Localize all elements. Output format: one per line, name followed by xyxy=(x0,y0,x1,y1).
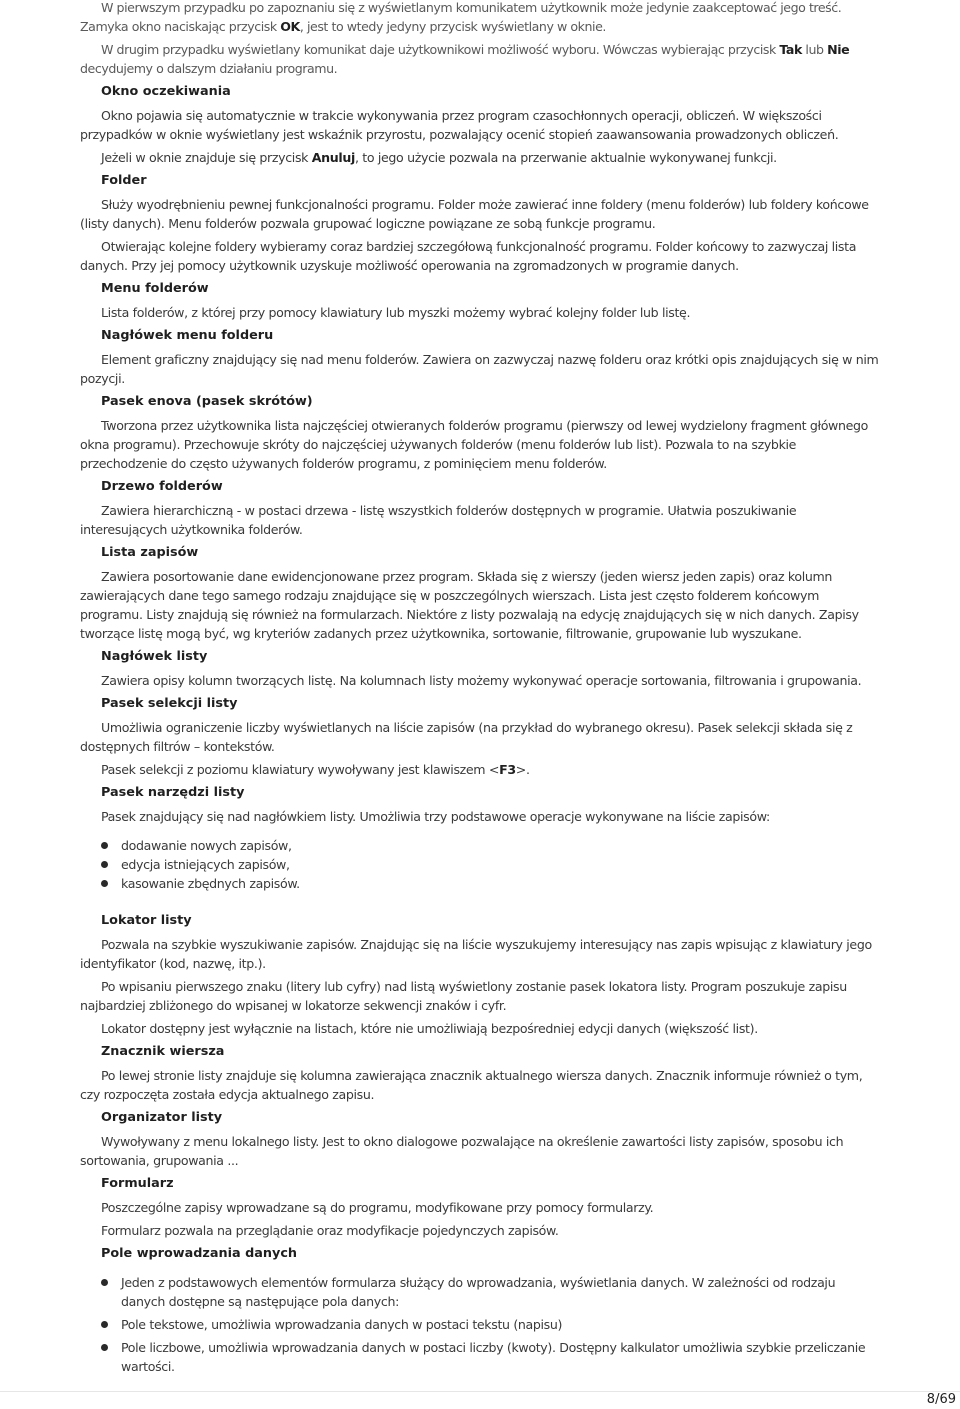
list-item: Pole tekstowe, umożliwia wprowadzania danych w postaci tekstu (napisu) xyxy=(80,1315,880,1334)
lista-zapisow-paragraph: Zawiera posortowanie dane ewidencjonowane przez program. Składa się z wierszy (jeden wiersz jeden zapis) oraz kolumn zawierających dane tego samego rodzaju znajdujące się w poszczególnych wierszach. Lista jest często folderem końcowym programu. Listy znajdują się również na formularzach. Niektóre z listy pozwalają na edycję znajdujących się w nich danych. Zapisy tworzące listę mogą być, wg kryteriów zadanych przez użytkownika, sortowanie, filtrowanie, grupowanie lub wyszukane. xyxy=(80,569,859,641)
ok-button-label: OK xyxy=(280,19,300,34)
intro-paragraph-2: W drugim przypadku wyświetlany komunikat daje użytkownikowi możliwość wyboru. Wówczas wybierając przycisk Tak lub Nie decydujemy o dalszym działaniu programu. xyxy=(80,42,850,76)
document-body xyxy=(80,0,880,1386)
bullet-icon xyxy=(101,1344,108,1351)
menu-folderow-paragraph: Lista folderów, z której przy pomocy klawiatury lub myszki możemy wybrać kolejny folder lub listę. xyxy=(101,305,691,320)
lokator-listy-paragraph-2: Po wpisaniu pierwszego znaku (litery lub cyfry) nad listą wyświetlony zostanie pasek lokatora listy. Program poszukuje zapisu najbardziej zbliżonego do wpisanej w lokatorze sekwencji znaków i cyfr. xyxy=(80,979,847,1013)
page-number: 8/69 xyxy=(926,1392,956,1407)
list-item: edycja istniejących zapisów, xyxy=(80,855,880,874)
yes-button-label: Tak xyxy=(779,42,802,57)
folder-paragraph-1: Służy wyodrębnieniu pewnej funkcjonalności programu. Folder może zawierać inne foldery (menu folderów) lub foldery końcowe (listy danych). Menu folderów pozwala grupować logiczne powiązane ze sobą funkcje programu. xyxy=(80,197,869,231)
drzewo-folderow-paragraph: Zawiera hierarchiczną - w postaci drzewa - listę wszystkich folderów dostępnych w programie. Ułatwia poszukiwanie interesujących użytkownika folderów. xyxy=(80,503,797,537)
section-heading-naglowek-menu-folderu: Nagłówek menu folderu xyxy=(101,328,274,343)
okno-oczekiwania-paragraph-2: Jeżeli w oknie znajduje się przycisk Anuluj, to jego użycie pozwala na przerwanie aktualnie wykonywanej funkcji. xyxy=(101,150,777,165)
pole-wprowadzania-list xyxy=(80,1273,880,1376)
bullet-icon xyxy=(101,1279,108,1286)
lokator-listy-paragraph-1: Pozwala na szybkie wyszukiwanie zapisów. Znajdując się na liście wyszukujemy interesujący nas zapis wpisując z klawiatury jego identyfikator (kod, nazwę, itp.). xyxy=(80,937,872,971)
list-item: Jeden z podstawowych elementów formularza służący do wprowadzania, wyświetlania danych. W zależności od rodzaju danych dostępne są następujące pola danych: xyxy=(80,1273,880,1311)
no-button-label: Nie xyxy=(827,42,850,57)
section-heading-drzewo-folderow: Drzewo folderów xyxy=(101,479,223,494)
list-item: Pole liczbowe, umożliwia wprowadzania danych w postaci liczby (kwoty). Dostępny kalkulator umożliwia szybkie przeliczanie wartości. xyxy=(80,1338,880,1376)
section-heading-pasek-narzedzi: Pasek narzędzi listy xyxy=(101,785,245,800)
section-heading-pole-wprowadzania: Pole wprowadzania danych xyxy=(101,1246,298,1261)
list-item: dodawanie nowych zapisów, xyxy=(80,836,880,855)
cancel-button-label: Anuluj xyxy=(311,150,355,165)
section-heading-okno-oczekiwania: Okno oczekiwania xyxy=(101,84,231,99)
section-heading-organizator-listy: Organizator listy xyxy=(101,1110,223,1125)
section-heading-lokator-listy: Lokator listy xyxy=(101,913,192,928)
lokator-listy-paragraph-3: Lokator dostępny jest wyłącznie na listach, które nie umożliwiają bezpośredniej edycji danych (większość list). xyxy=(101,1021,758,1036)
organizator-listy-paragraph: Wywoływany z menu lokalnego listy. Jest to okno dialogowe pozwalające na określenie zawartości listy zapisów, sposobu ich sortowania, grupowania ... xyxy=(80,1134,844,1168)
pasek-narzedzi-paragraph: Pasek znajdujący się nad nagłówkiem listy. Umożliwia trzy podstawowe operacje wykonywane na liście zapisów: xyxy=(101,809,770,824)
section-heading-folder: Folder xyxy=(101,173,147,188)
naglowek-listy-paragraph: Zawiera opisy kolumn tworzących listę. Na kolumnach listy możemy wykonywać operacje sortowania, filtrowania i grupowania. xyxy=(101,673,862,688)
section-heading-formularz: Formularz xyxy=(101,1176,174,1191)
intro-paragraph-1: W pierwszym przypadku po zapoznaniu się z wyświetlanym komunikatem użytkownik może jedynie zaakceptować jego treść. Zamyka okno naciskając przycisk OK, jest to wtedy jedyny przycisk wyświetlany w oknie. xyxy=(80,0,842,34)
section-heading-menu-folderow: Menu folderów xyxy=(101,281,209,296)
naglowek-menu-paragraph: Element graficzny znajdujący się nad menu folderów. Zawiera on zazwyczaj nazwę folderu oraz krótki opis znajdujących się w nim pozycji. xyxy=(80,352,879,386)
bullet-icon xyxy=(101,842,108,849)
section-heading-znacznik-wiersza: Znacznik wiersza xyxy=(101,1044,225,1059)
okno-oczekiwania-paragraph-1: Okno pojawia się automatycznie w trakcie wykonywania przez program czasochłonnych operacji, obliczeń. W większości przypadków w oknie wyświetlany jest wskaźnik przyrostu, pozwalający ocenić stopień zaawansowania prowadzonych obliczeń. xyxy=(80,108,839,142)
folder-paragraph-2: Otwierając kolejne foldery wybieramy coraz bardziej szczegółową funkcjonalność programu. Folder końcowy to zazwyczaj lista danych. Przy jej pomocy użytkownik uzyskuje możliwość operowania na zgromadzonych w programie danych. xyxy=(80,239,857,273)
bullet-icon xyxy=(101,1321,108,1328)
pasek-selekcji-paragraph-1: Umożliwia ograniczenie liczby wyświetlanych na liście zapisów (na przykład do wybranego okresu). Pasek selekcji składa się z dostępnych filtrów – kontekstów. xyxy=(80,720,853,754)
pasek-selekcji-paragraph-2: Pasek selekcji z poziomu klawiatury wywoływany jest klawiszem <F3>. xyxy=(101,762,530,777)
pasek-narzedzi-list xyxy=(80,836,880,893)
section-heading-lista-zapisow: Lista zapisów xyxy=(101,545,199,560)
footer-divider xyxy=(0,1391,960,1392)
znacznik-wiersza-paragraph: Po lewej stronie listy znajduje się kolumna zawierająca znacznik aktualnego wiersza danych. Znacznik informuje również o tym, czy rozpoczęta została edycja aktualnego zapisu. xyxy=(80,1068,863,1102)
section-heading-pasek-selekcji: Pasek selekcji listy xyxy=(101,696,238,711)
section-heading-pasek-enova: Pasek enova (pasek skrótów) xyxy=(101,394,313,409)
formularz-paragraph-1: Poszczególne zapisy wprowadzane są do programu, modyfikowane przy pomocy formularzy. xyxy=(101,1200,654,1215)
f3-key-label: F3 xyxy=(499,762,516,777)
bullet-icon xyxy=(101,880,108,887)
pasek-enova-paragraph: Tworzona przez użytkownika lista najczęściej otwieranych folderów programu (pierwszy od lewej wydzielony fragment głównego okna programu). Przechowuje skróty do najczęściej używanych folderów (menu folderów lub list). Pozwala to na szybkie przechodzenie do często używanych folderów programu, z pominięciem menu folderów. xyxy=(80,418,869,471)
section-heading-naglowek-listy: Nagłówek listy xyxy=(101,649,208,664)
bullet-icon xyxy=(101,861,108,868)
list-item: kasowanie zbędnych zapisów. xyxy=(80,874,880,893)
formularz-paragraph-2: Formularz pozwala na przeglądanie oraz modyfikacje pojedynczych zapisów. xyxy=(101,1223,559,1238)
